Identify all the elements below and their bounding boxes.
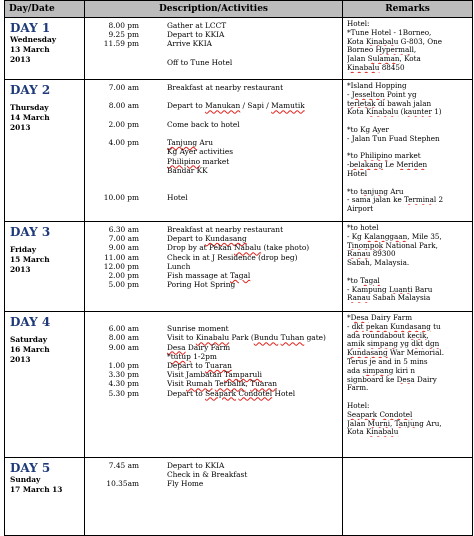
- activity-row: [85, 333, 340, 342]
- activity-description: Breakfast at nearby restaurant: [167, 225, 284, 234]
- activity-row: [85, 92, 340, 101]
- remark-line: Borneo Hypermall,: [347, 46, 417, 55]
- remark-line: Hotel: [347, 169, 368, 178]
- activity-description: Fish massage at Tagal: [167, 271, 251, 281]
- remark-line: Kota Kinabalu (kaunter 1): [347, 108, 442, 117]
- remark-line: [347, 144, 469, 153]
- activity-description: Check in & Breakfast: [167, 470, 248, 480]
- activity-time: 8.00 am: [108, 333, 139, 343]
- activity-row: [85, 324, 340, 333]
- activity-time: [85, 470, 147, 479]
- activity-description: [147, 175, 340, 184]
- activity-description: [147, 129, 340, 138]
- day-date-text: 17 March 13: [10, 484, 63, 494]
- day-date-cell: [5, 80, 85, 222]
- activity-description: Visit Jambatan Tamparuli: [167, 370, 262, 380]
- day-title: DAY 3: [10, 225, 51, 239]
- activity-time: 8.00 am: [108, 101, 139, 111]
- activity-row: [85, 479, 340, 488]
- remark-line: - Jesselton Point yg: [347, 90, 417, 99]
- remark-line: Terus je and in 5 mins: [347, 357, 428, 366]
- activity-description: Depart to Tuaran: [167, 361, 232, 370]
- remark-line: signboard ke Desa Dairy: [347, 375, 437, 384]
- activity-row: [85, 315, 340, 324]
- activity-time: 9.25 pm: [108, 30, 139, 40]
- activity-time: 6.00 am: [108, 324, 139, 334]
- activity-description: Depart to Seapark Condotel Hotel: [167, 388, 296, 398]
- activity-time: [85, 157, 147, 166]
- activity-row: [85, 343, 340, 352]
- activity-time: 6.30 am: [108, 225, 139, 234]
- day-title: DAY 2: [10, 83, 51, 97]
- activity-time: 2.00 pm: [108, 119, 139, 129]
- day-date-text: 2013: [10, 354, 31, 364]
- activity-description: Depart to Manukan / Sapi / Mamutik: [167, 101, 305, 111]
- activities-cell: [85, 80, 343, 222]
- activity-time: [85, 184, 147, 193]
- activity-description: Lunch: [167, 261, 191, 271]
- remark-line: Kinabalu 88450: [347, 63, 405, 72]
- activity-row: [85, 271, 340, 280]
- activity-time: 7.00 am: [108, 83, 139, 92]
- activity-row: [85, 49, 340, 58]
- day-date-cell: [5, 458, 85, 536]
- activity-description: [147, 49, 340, 58]
- day-date-text: Saturday: [10, 335, 48, 344]
- activity-row: [85, 370, 340, 379]
- activity-row: [85, 30, 340, 39]
- activities-cell: [85, 458, 343, 536]
- day-date-text: 2013: [10, 54, 31, 64]
- activity-row: [85, 352, 340, 361]
- activity-row: [85, 138, 340, 147]
- remark-line: Airport: [347, 205, 374, 214]
- activity-row: [85, 225, 340, 234]
- activity-description: [147, 184, 340, 193]
- remark-line: [347, 268, 469, 277]
- activity-row: [85, 129, 340, 138]
- day-date-text: 2013: [10, 264, 31, 274]
- activity-description: Off to Tune Hotel: [167, 57, 233, 67]
- activity-description: Come back to hotel: [167, 119, 240, 129]
- activity-description: Fly Home: [167, 479, 204, 489]
- remarks-cell: [343, 312, 473, 458]
- activity-time: 11.59 pm: [103, 39, 139, 49]
- day-date-text: 14 March: [10, 112, 50, 122]
- header-description: Description/Activities: [85, 1, 343, 18]
- activity-row: [85, 280, 340, 289]
- remark-line: Hotel:: [347, 20, 370, 28]
- day-row: [5, 222, 473, 312]
- activities-cell: [85, 312, 343, 458]
- day-date-text: Friday: [10, 245, 37, 254]
- remark-line: *to Tagal: [347, 276, 380, 285]
- activity-time: [85, 111, 147, 120]
- activity-description: Visit Rumah Terbalik, Tuaran: [167, 379, 278, 389]
- activity-time: 7.45 am: [108, 461, 139, 470]
- activities-cell: [85, 222, 343, 312]
- activity-time: 11.00 am: [104, 252, 139, 262]
- activity-description: Check in at J Residence (drop beg): [167, 252, 298, 262]
- remark-line: *to Kg Ayer: [347, 125, 389, 134]
- activity-description: Kg Ayer activities: [167, 147, 233, 157]
- activity-time: [85, 92, 147, 101]
- activity-description: Bandar KK: [167, 165, 208, 175]
- remark-line: terletak di bawah jalan: [347, 99, 432, 108]
- day-date-text: 16 March: [10, 344, 50, 354]
- activity-time: [85, 58, 147, 67]
- remark-line: - Jalan Tun Fuad Stephen: [347, 134, 440, 143]
- remark-line: *to tanjung Aru: [347, 187, 404, 196]
- remark-line: [347, 117, 469, 126]
- remark-line: *Desa Dairy Farm: [347, 314, 413, 322]
- remark-line: Jalan Sulaman, Kota: [347, 55, 421, 64]
- remark-line: Hotel:: [347, 401, 370, 410]
- day-date-text: Wednesday: [10, 35, 57, 44]
- remark-line: Kundasang War Memorial.: [347, 349, 444, 358]
- activity-description: Poring Hot Spring: [167, 280, 236, 290]
- activity-time: 8.00 pm: [108, 21, 139, 30]
- activity-time: 1.00 pm: [108, 361, 139, 370]
- activity-time: 12.00 pm: [103, 261, 139, 271]
- remark-line: Kota Kinabalu: [347, 428, 399, 437]
- day-title: DAY 5: [10, 461, 51, 475]
- remark-line: Ranau Sabah Malaysia: [347, 294, 431, 303]
- activity-description: Depart to KKIA: [167, 30, 225, 40]
- day-date-text: Thursday: [10, 103, 49, 112]
- activity-time: [85, 147, 147, 156]
- activity-time: 10.35am: [106, 479, 139, 489]
- remark-line: ada simpang kiri n: [347, 366, 415, 375]
- activity-row: [85, 253, 340, 262]
- activity-row: [85, 234, 340, 243]
- remark-line: *to Philipino market: [347, 152, 421, 161]
- day-title: DAY 1: [10, 21, 51, 35]
- activity-time: 3.30 pm: [108, 370, 139, 380]
- activity-time: 5.00 pm: [108, 280, 139, 290]
- activity-description: Philipino market: [167, 156, 230, 166]
- activity-description: [147, 92, 340, 101]
- remark-line: - dkt pekan Kundasang tu: [347, 322, 441, 331]
- activity-time: [85, 352, 147, 361]
- remark-line: Jalan Murni, Tanjung Aru,: [347, 419, 442, 428]
- remark-line: Kota Kinabalu G-803, One: [347, 37, 443, 46]
- activity-row: [85, 39, 340, 48]
- activity-time: 9.00 am: [108, 243, 139, 253]
- activity-description: Depart to KKIA: [167, 461, 225, 470]
- activity-row: [85, 175, 340, 184]
- activity-description: Gather at LCCT: [167, 21, 227, 30]
- remark-line: Tinompok National Park,: [347, 241, 438, 250]
- activity-row: [85, 83, 340, 92]
- activity-row: [85, 58, 340, 67]
- activity-time: 7.00 am: [108, 234, 139, 244]
- day-date-cell: [5, 312, 85, 458]
- day-date-text: 13 March: [10, 44, 50, 54]
- activity-row: [85, 379, 340, 388]
- activity-description: *tutup 1-2pm: [167, 351, 217, 361]
- activity-row: [85, 101, 340, 110]
- day-date-cell: [5, 222, 85, 312]
- itinerary-table: [4, 0, 473, 536]
- day-date-text: 15 March: [10, 254, 50, 264]
- header-row: [5, 1, 473, 18]
- remark-line: *to hotel: [347, 224, 379, 232]
- remark-line: Sabah, Malaysia.: [347, 259, 410, 268]
- remarks-cell: [343, 18, 473, 80]
- activity-row: [85, 361, 340, 370]
- activities-cell: [85, 18, 343, 80]
- day-row: [5, 80, 473, 222]
- activity-description: [147, 315, 340, 324]
- activity-description: Visit to Kinabalu Park (Bundu Tuhan gate): [167, 333, 326, 343]
- remark-line: [347, 393, 469, 402]
- activity-description: Breakfast at nearby restaurant: [167, 83, 284, 92]
- remark-line: *Island Hopping: [347, 82, 407, 90]
- activity-row: [85, 262, 340, 271]
- activity-row: [85, 461, 340, 470]
- day-date-cell: [5, 18, 85, 80]
- remark-line: ada roundabout kecik,: [347, 331, 429, 340]
- remark-line: -belakang Le Meriden: [347, 161, 428, 170]
- remarks-cell: [343, 458, 473, 536]
- activity-row: [85, 389, 340, 398]
- activity-time: 4.00 pm: [108, 138, 139, 148]
- activity-row: [85, 120, 340, 129]
- remark-line: Seapark Condotel: [347, 410, 413, 419]
- remark-line: *Tune Hotel - 1Borneo,: [347, 28, 432, 37]
- activity-row: [85, 243, 340, 252]
- remarks-cell: [343, 222, 473, 312]
- activity-time: 10.00 pm: [103, 193, 139, 203]
- activity-time: [85, 175, 147, 184]
- remark-line: amik simpang yg dkt dgn: [347, 340, 440, 349]
- activity-description: Sunrise moment: [167, 324, 229, 334]
- activity-description: Desa Dairy Farm: [167, 342, 231, 352]
- day-date-text: 2013: [10, 122, 31, 132]
- remark-line: - Kg Kalanggaan, Mile 35,: [347, 232, 442, 241]
- activity-time: 2.00 pm: [108, 271, 139, 281]
- activity-time: [85, 49, 147, 58]
- activity-row: [85, 184, 340, 193]
- activity-row: [85, 166, 340, 175]
- header-day-date: Day/Date: [5, 1, 85, 18]
- activity-description: Hotel: [167, 193, 188, 203]
- activity-description: Depart to Kundasang: [167, 234, 247, 244]
- activity-description: Tanjung Aru: [167, 138, 214, 148]
- activity-time: 4.30 pm: [108, 379, 139, 389]
- remark-line: Ranau 89300: [347, 250, 396, 259]
- day-row: [5, 18, 473, 80]
- remark-line: - sama jalan ke Terminal 2: [347, 196, 444, 205]
- remark-line: [347, 179, 469, 188]
- day-title: DAY 4: [10, 315, 51, 329]
- activity-row: [85, 470, 340, 479]
- header-remarks: Remarks: [343, 1, 473, 18]
- activity-time: [85, 315, 147, 324]
- activity-time: 5.30 pm: [108, 388, 139, 398]
- activity-row: [85, 193, 340, 202]
- activity-description: [147, 111, 340, 120]
- activity-row: [85, 157, 340, 166]
- activity-row: [85, 147, 340, 156]
- day-row: [5, 312, 473, 458]
- activity-description: Arrive KKIA: [167, 39, 212, 49]
- activity-row: [85, 111, 340, 120]
- remark-line: Farm.: [347, 384, 369, 393]
- activity-description: Drop by at Pekan Nabalu (take photo): [167, 243, 310, 253]
- day-row: [5, 458, 473, 536]
- day-date-text: Sunday: [10, 475, 41, 484]
- activity-time: [85, 129, 147, 138]
- activity-time: [85, 166, 147, 175]
- activity-row: [85, 21, 340, 30]
- remarks-cell: [343, 80, 473, 222]
- activity-time: 9.00 am: [108, 342, 139, 352]
- remark-line: - Kampung Luanti Baru: [347, 285, 433, 294]
